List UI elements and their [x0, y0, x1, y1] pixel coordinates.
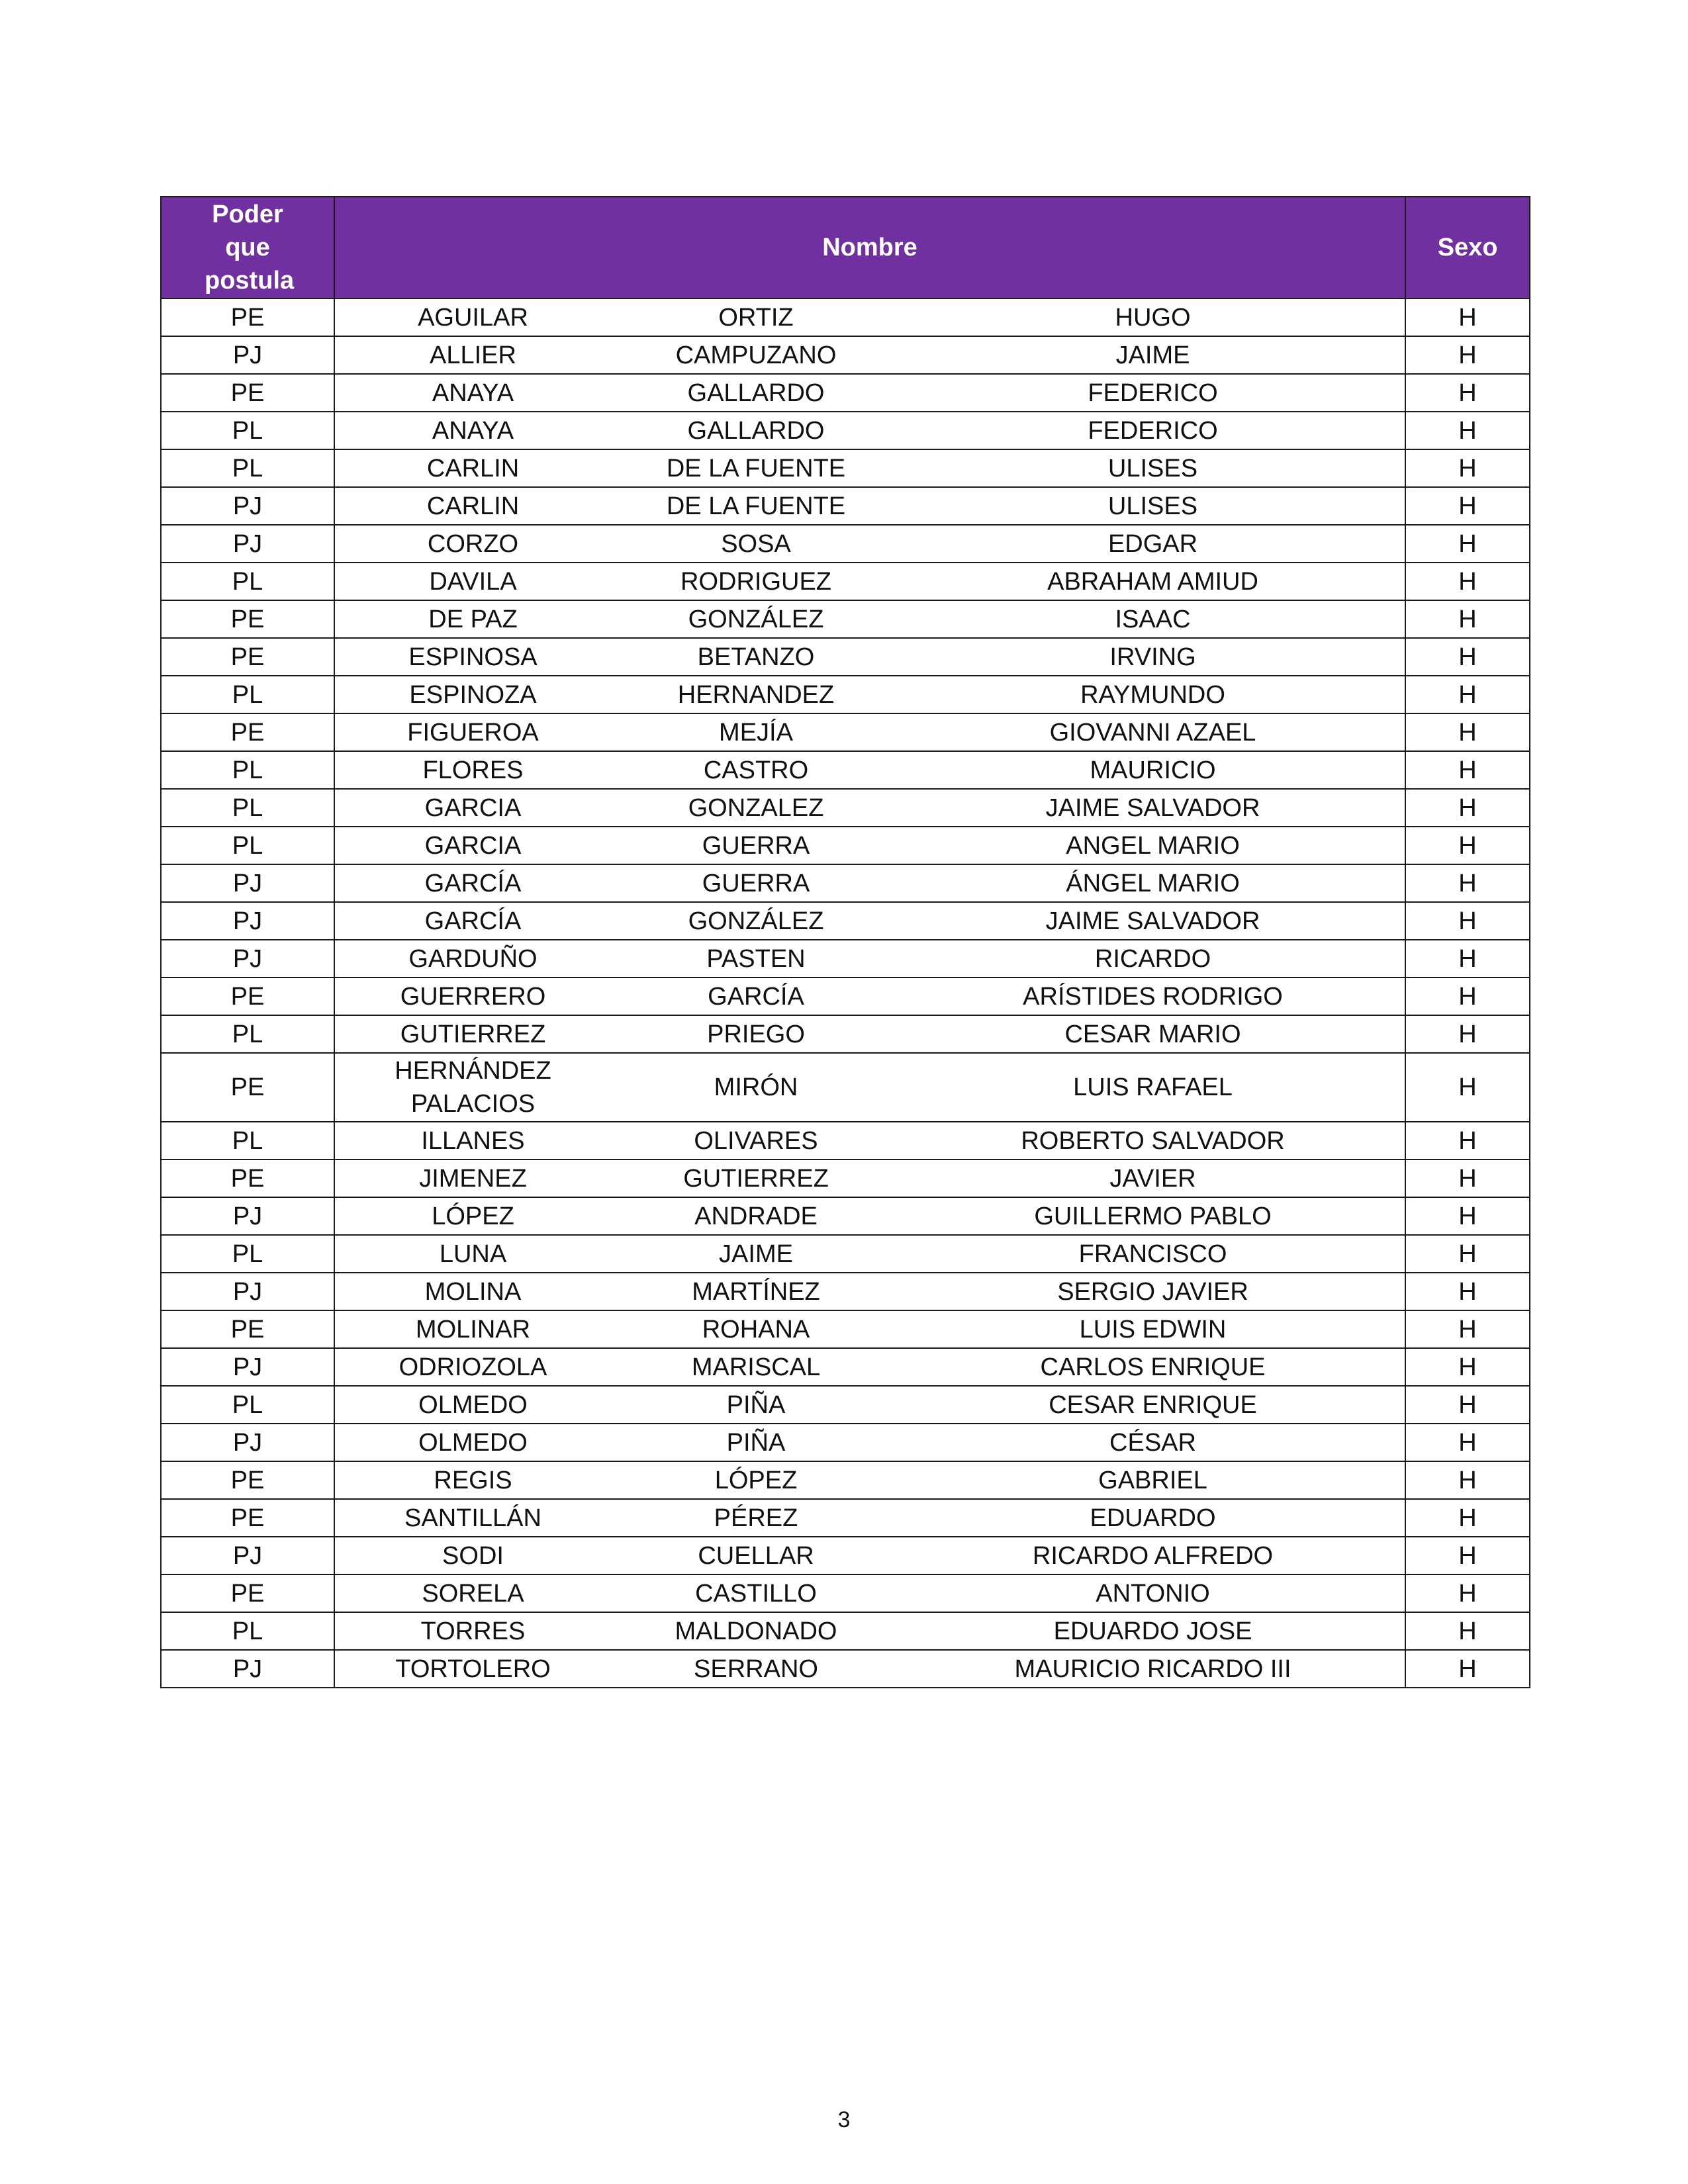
page-number: 3: [837, 2107, 851, 2132]
header-poder: [161, 197, 334, 298]
cell-sexo: H: [1405, 412, 1530, 449]
cell-nombre: CESAR MARIO: [901, 1015, 1405, 1053]
cell-apellido-materno: PÉREZ: [611, 1499, 901, 1537]
cell-poder: PE: [161, 1461, 334, 1499]
cell-apellido-paterno: [334, 336, 611, 374]
header-sexo: Sexo: [1405, 197, 1530, 298]
cell-apellido-paterno-text: LÓPEZ: [432, 1202, 514, 1230]
cell-nombre: LUIS EDWIN: [901, 1310, 1405, 1348]
cell-sexo: H: [1405, 1273, 1530, 1310]
table-row: [161, 1053, 1530, 1122]
cell-apellido-paterno: [334, 1053, 611, 1122]
cell-poder: PE: [161, 713, 334, 751]
cell-apellido-paterno: [334, 713, 611, 751]
cell-poder: PJ: [161, 864, 334, 902]
cell-apellido-paterno: [334, 1424, 611, 1461]
table-row: [161, 1574, 1530, 1612]
cell-sexo: H: [1405, 676, 1530, 713]
cell-apellido-paterno: [334, 1197, 611, 1235]
cell-poder: PE: [161, 1310, 334, 1348]
table-row: [161, 1386, 1530, 1424]
cell-apellido-materno: OLIVARES: [611, 1122, 901, 1160]
cell-apellido-paterno-text: TORTOLERO: [395, 1655, 551, 1683]
cell-poder: PJ: [161, 525, 334, 563]
cell-apellido-materno: GARCÍA: [611, 978, 901, 1015]
table-row: [161, 298, 1530, 336]
table-body: [161, 298, 1530, 1688]
table-row: [161, 1424, 1530, 1461]
cell-sexo: H: [1405, 449, 1530, 487]
cell-apellido-paterno-text: SODI: [442, 1541, 504, 1570]
cell-sexo: H: [1405, 1461, 1530, 1499]
cell-sexo: H: [1405, 1348, 1530, 1386]
cell-apellido-paterno-text: SORELA: [422, 1579, 524, 1608]
cell-sexo: H: [1405, 827, 1530, 864]
table-row: [161, 1122, 1530, 1160]
candidates-table: [160, 196, 1530, 1688]
cell-apellido-paterno: [334, 1015, 611, 1053]
table-row: [161, 374, 1530, 412]
cell-nombre: JAIME SALVADOR: [901, 902, 1405, 940]
cell-apellido-paterno: [334, 374, 611, 412]
cell-apellido-paterno-text: GARCÍA: [424, 869, 522, 897]
cell-sexo: H: [1405, 1235, 1530, 1273]
cell-sexo: H: [1405, 563, 1530, 600]
cell-sexo: H: [1405, 751, 1530, 789]
cell-nombre: IRVING: [901, 638, 1405, 676]
cell-apellido-paterno-text: FLORES: [422, 756, 524, 784]
cell-apellido-paterno-text: ANAYA: [432, 416, 514, 445]
cell-apellido-paterno-text: ANAYA: [432, 379, 514, 407]
cell-apellido-paterno-text: SANTILLÁN: [404, 1504, 541, 1532]
cell-apellido-paterno-text: GUERRERO: [400, 982, 546, 1011]
cell-poder: PL: [161, 789, 334, 827]
cell-apellido-materno: ROHANA: [611, 1310, 901, 1348]
cell-apellido-materno: CASTRO: [611, 751, 901, 789]
table-row: [161, 902, 1530, 940]
cell-apellido-materno: CUELLAR: [611, 1537, 901, 1574]
cell-sexo: H: [1405, 1053, 1530, 1122]
cell-sexo: H: [1405, 1160, 1530, 1197]
cell-sexo: H: [1405, 713, 1530, 751]
table-row: [161, 1499, 1530, 1537]
cell-poder: PJ: [161, 1197, 334, 1235]
cell-apellido-paterno-text: ESPINOZA: [409, 680, 537, 709]
table-row: [161, 336, 1530, 374]
cell-poder: PE: [161, 638, 334, 676]
cell-apellido-materno: BETANZO: [611, 638, 901, 676]
cell-apellido-materno: CAMPUZANO: [611, 336, 901, 374]
cell-apellido-materno: GONZÁLEZ: [611, 600, 901, 638]
table-row: [161, 676, 1530, 713]
cell-poder: PJ: [161, 1650, 334, 1688]
table-row: [161, 864, 1530, 902]
cell-nombre: ANTONIO: [901, 1574, 1405, 1612]
cell-nombre: JAVIER: [901, 1160, 1405, 1197]
table-row: [161, 1537, 1530, 1574]
cell-apellido-materno: MARTÍNEZ: [611, 1273, 901, 1310]
cell-apellido-materno: PRIEGO: [611, 1015, 901, 1053]
cell-apellido-paterno: [334, 827, 611, 864]
cell-apellido-paterno: [334, 676, 611, 713]
table-header-row: [161, 197, 1530, 298]
cell-apellido-materno: GUERRA: [611, 827, 901, 864]
cell-apellido-paterno: [334, 1537, 611, 1574]
cell-nombre: ARÍSTIDES RODRIGO: [901, 978, 1405, 1015]
cell-nombre: FEDERICO: [901, 374, 1405, 412]
cell-apellido-materno: ORTIZ: [611, 298, 901, 336]
cell-poder: PE: [161, 374, 334, 412]
cell-apellido-paterno-text: GARCÍA: [424, 907, 522, 935]
cell-apellido-paterno-text: DAVILA: [429, 567, 517, 596]
cell-apellido-paterno: [334, 978, 611, 1015]
cell-nombre: EDGAR: [901, 525, 1405, 563]
cell-apellido-materno: PIÑA: [611, 1424, 901, 1461]
cell-nombre: RAYMUNDO: [901, 676, 1405, 713]
cell-sexo: H: [1405, 1499, 1530, 1537]
cell-poder: PE: [161, 1160, 334, 1197]
cell-apellido-paterno-text: REGIS: [434, 1466, 512, 1494]
table-row: [161, 1310, 1530, 1348]
cell-apellido-paterno-text: MOLINA: [424, 1277, 522, 1306]
cell-sexo: H: [1405, 525, 1530, 563]
table-row: [161, 487, 1530, 525]
cell-poder: PJ: [161, 487, 334, 525]
cell-poder: PL: [161, 1612, 334, 1650]
table-row: [161, 751, 1530, 789]
cell-nombre: ANGEL MARIO: [901, 827, 1405, 864]
cell-nombre: CESAR ENRIQUE: [901, 1386, 1405, 1424]
cell-sexo: H: [1405, 789, 1530, 827]
table-row: [161, 412, 1530, 449]
cell-nombre: FRANCISCO: [901, 1235, 1405, 1273]
cell-nombre: ULISES: [901, 487, 1405, 525]
cell-apellido-paterno: [334, 1574, 611, 1612]
cell-poder: PE: [161, 1499, 334, 1537]
cell-apellido-paterno-text: TORRES: [420, 1617, 526, 1645]
cell-poder: PL: [161, 449, 334, 487]
cell-poder: PJ: [161, 940, 334, 978]
cell-apellido-materno: SOSA: [611, 525, 901, 563]
cell-nombre: ABRAHAM AMIUD: [901, 563, 1405, 600]
cell-sexo: H: [1405, 638, 1530, 676]
cell-poder: PL: [161, 1122, 334, 1160]
cell-apellido-paterno: [334, 525, 611, 563]
cell-poder: PL: [161, 412, 334, 449]
cell-apellido-paterno-text: FIGUEROA: [407, 718, 539, 747]
cell-apellido-paterno-text: CORZO: [427, 529, 519, 558]
cell-poder: PE: [161, 1574, 334, 1612]
cell-apellido-paterno: [334, 1310, 611, 1348]
cell-nombre: JAIME: [901, 336, 1405, 374]
cell-apellido-materno: GONZÁLEZ: [611, 902, 901, 940]
cell-apellido-materno: GALLARDO: [611, 374, 901, 412]
cell-apellido-paterno-text: ESPINOSA: [408, 643, 538, 671]
cell-apellido-paterno: [334, 940, 611, 978]
table-row: [161, 449, 1530, 487]
cell-nombre: FEDERICO: [901, 412, 1405, 449]
cell-poder: PJ: [161, 1537, 334, 1574]
cell-apellido-materno: HERNANDEZ: [611, 676, 901, 713]
cell-apellido-paterno: [334, 1461, 611, 1499]
cell-apellido-paterno: [334, 1122, 611, 1160]
cell-apellido-materno: PASTEN: [611, 940, 901, 978]
cell-apellido-paterno: [334, 1499, 611, 1537]
cell-poder: PL: [161, 1386, 334, 1424]
table-row: [161, 1348, 1530, 1386]
table-row: [161, 525, 1530, 563]
cell-apellido-materno: ANDRADE: [611, 1197, 901, 1235]
cell-apellido-paterno-text: MOLINAR: [415, 1315, 531, 1343]
cell-sexo: H: [1405, 1537, 1530, 1574]
cell-apellido-paterno: [334, 412, 611, 449]
cell-apellido-materno: PIÑA: [611, 1386, 901, 1424]
cell-nombre: SERGIO JAVIER: [901, 1273, 1405, 1310]
table-row: [161, 600, 1530, 638]
cell-apellido-materno: GUERRA: [611, 864, 901, 902]
cell-apellido-paterno: [334, 449, 611, 487]
cell-apellido-paterno: [334, 1273, 611, 1310]
cell-apellido-paterno-text: ODRIOZOLA: [399, 1353, 547, 1381]
table-row: [161, 638, 1530, 676]
cell-apellido-materno: MEJÍA: [611, 713, 901, 751]
cell-sexo: H: [1405, 978, 1530, 1015]
cell-nombre: GIOVANNI AZAEL: [901, 713, 1405, 751]
cell-sexo: H: [1405, 940, 1530, 978]
cell-sexo: H: [1405, 1310, 1530, 1348]
cell-apellido-materno: MALDONADO: [611, 1612, 901, 1650]
cell-apellido-paterno-text: JIMENEZ: [419, 1164, 527, 1193]
cell-nombre: CARLOS ENRIQUE: [901, 1348, 1405, 1386]
cell-sexo: H: [1405, 1424, 1530, 1461]
cell-apellido-materno: DE LA FUENTE: [611, 487, 901, 525]
cell-apellido-paterno-text: ILLANES: [421, 1126, 525, 1155]
cell-sexo: H: [1405, 600, 1530, 638]
table-row: [161, 940, 1530, 978]
cell-nombre: RICARDO ALFREDO: [901, 1537, 1405, 1574]
cell-nombre: JAIME SALVADOR: [901, 789, 1405, 827]
cell-apellido-materno: LÓPEZ: [611, 1461, 901, 1499]
cell-apellido-paterno: [334, 789, 611, 827]
cell-poder: PE: [161, 978, 334, 1015]
cell-apellido-paterno-text: CARLIN: [426, 492, 520, 520]
cell-apellido-paterno: [334, 902, 611, 940]
table-row: [161, 1461, 1530, 1499]
cell-nombre: ISAAC: [901, 600, 1405, 638]
cell-apellido-paterno: [334, 487, 611, 525]
cell-poder: PJ: [161, 902, 334, 940]
cell-sexo: H: [1405, 1574, 1530, 1612]
table-row: [161, 1160, 1530, 1197]
cell-apellido-paterno: [334, 1235, 611, 1273]
table-row: [161, 1235, 1530, 1273]
cell-sexo: H: [1405, 1650, 1530, 1688]
table-row: [161, 563, 1530, 600]
cell-apellido-materno: CASTILLO: [611, 1574, 901, 1612]
table-row: [161, 789, 1530, 827]
cell-apellido-materno: RODRIGUEZ: [611, 563, 901, 600]
table-row: [161, 827, 1530, 864]
cell-apellido-materno: GALLARDO: [611, 412, 901, 449]
cell-apellido-paterno-text: GARCIA: [424, 831, 522, 860]
cell-poder: PJ: [161, 1348, 334, 1386]
cell-apellido-paterno: [334, 1348, 611, 1386]
cell-apellido-paterno-text: DE PAZ: [428, 605, 518, 633]
cell-sexo: H: [1405, 1386, 1530, 1424]
cell-apellido-paterno: [334, 638, 611, 676]
cell-apellido-paterno: [334, 864, 611, 902]
table-row: [161, 1197, 1530, 1235]
cell-poder: PE: [161, 1053, 334, 1122]
table-row: [161, 713, 1530, 751]
cell-apellido-paterno-text: HERNÁNDEZ PALACIOS: [395, 1057, 551, 1118]
cell-apellido-paterno-text: GARDUÑO: [408, 944, 538, 973]
cell-sexo: H: [1405, 1197, 1530, 1235]
cell-nombre: MAURICIO RICARDO III: [901, 1650, 1405, 1688]
cell-apellido-paterno-text: LUNA: [439, 1240, 507, 1268]
cell-nombre: CÉSAR: [901, 1424, 1405, 1461]
table-row: [161, 1273, 1530, 1310]
cell-poder: PE: [161, 298, 334, 336]
header-poder-label: Poder que postula: [205, 201, 295, 295]
cell-poder: PL: [161, 563, 334, 600]
cell-sexo: H: [1405, 1122, 1530, 1160]
cell-apellido-paterno: [334, 563, 611, 600]
cell-apellido-materno: SERRANO: [611, 1650, 901, 1688]
cell-sexo: H: [1405, 902, 1530, 940]
cell-nombre: ÁNGEL MARIO: [901, 864, 1405, 902]
cell-apellido-materno: DE LA FUENTE: [611, 449, 901, 487]
cell-apellido-materno: MARISCAL: [611, 1348, 901, 1386]
cell-apellido-paterno-text: OLMEDO: [418, 1390, 528, 1419]
cell-nombre: ULISES: [901, 449, 1405, 487]
cell-sexo: H: [1405, 864, 1530, 902]
cell-apellido-materno: MIRÓN: [611, 1053, 901, 1122]
cell-apellido-paterno: [334, 1386, 611, 1424]
cell-nombre: GUILLERMO PABLO: [901, 1197, 1405, 1235]
cell-nombre: EDUARDO JOSE: [901, 1612, 1405, 1650]
cell-apellido-materno: GONZALEZ: [611, 789, 901, 827]
cell-apellido-materno: GUTIERREZ: [611, 1160, 901, 1197]
cell-apellido-paterno-text: AGUILAR: [418, 303, 528, 332]
cell-poder: PL: [161, 827, 334, 864]
cell-poder: PJ: [161, 336, 334, 374]
cell-nombre: GABRIEL: [901, 1461, 1405, 1499]
header-nombre: Nombre: [334, 197, 1405, 298]
cell-apellido-paterno: [334, 1650, 611, 1688]
candidates-table-container: [160, 196, 1529, 1688]
cell-sexo: H: [1405, 1015, 1530, 1053]
cell-apellido-paterno-text: GARCIA: [424, 794, 522, 822]
cell-apellido-paterno-text: OLMEDO: [418, 1428, 528, 1457]
cell-apellido-paterno: [334, 298, 611, 336]
cell-apellido-paterno-text: CARLIN: [426, 454, 520, 482]
cell-nombre: RICARDO: [901, 940, 1405, 978]
cell-nombre: MAURICIO: [901, 751, 1405, 789]
cell-apellido-paterno-text: GUTIERREZ: [400, 1020, 546, 1048]
cell-nombre: LUIS RAFAEL: [901, 1053, 1405, 1122]
cell-sexo: H: [1405, 298, 1530, 336]
table-row: [161, 1015, 1530, 1053]
cell-nombre: EDUARDO: [901, 1499, 1405, 1537]
cell-apellido-paterno-text: ALLIER: [430, 341, 516, 369]
table-row: [161, 978, 1530, 1015]
cell-apellido-paterno: [334, 1612, 611, 1650]
cell-poder: PJ: [161, 1424, 334, 1461]
cell-poder: PL: [161, 751, 334, 789]
table-row: [161, 1650, 1530, 1688]
cell-apellido-paterno: [334, 600, 611, 638]
cell-apellido-paterno: [334, 1160, 611, 1197]
cell-apellido-materno: JAIME: [611, 1235, 901, 1273]
cell-apellido-paterno: [334, 751, 611, 789]
cell-poder: PL: [161, 676, 334, 713]
cell-sexo: H: [1405, 487, 1530, 525]
cell-poder: PE: [161, 600, 334, 638]
cell-nombre: ROBERTO SALVADOR: [901, 1122, 1405, 1160]
cell-poder: PJ: [161, 1273, 334, 1310]
cell-sexo: H: [1405, 336, 1530, 374]
cell-sexo: H: [1405, 374, 1530, 412]
cell-poder: PL: [161, 1235, 334, 1273]
table-row: [161, 1612, 1530, 1650]
cell-poder: PL: [161, 1015, 334, 1053]
cell-nombre: HUGO: [901, 298, 1405, 336]
cell-sexo: H: [1405, 1612, 1530, 1650]
